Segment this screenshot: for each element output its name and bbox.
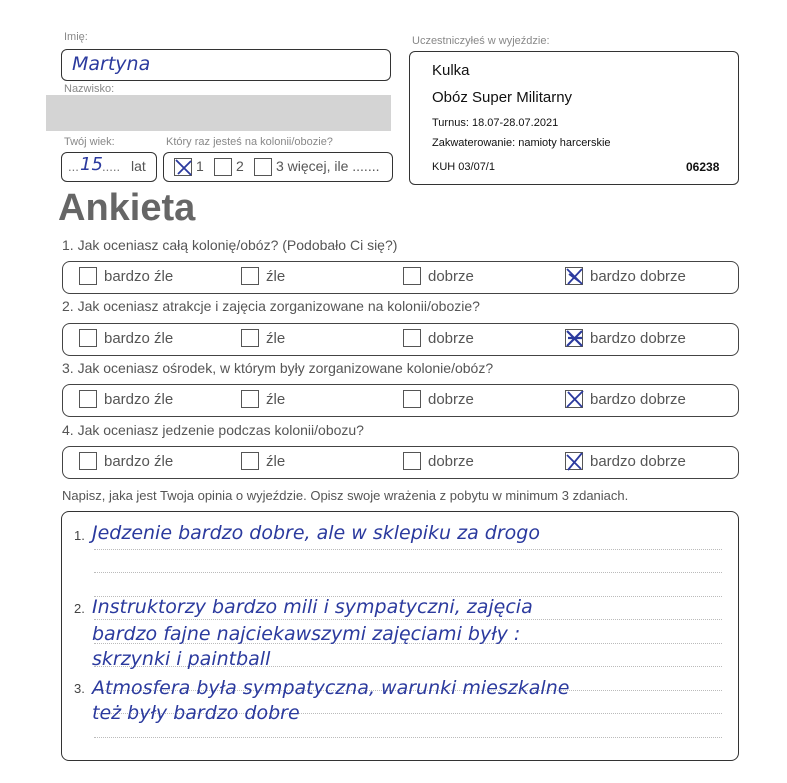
opinion-line-4: skrzynki i paintball: [92, 648, 271, 670]
option-label: źle: [266, 391, 286, 408]
age-suffix: lat: [131, 158, 146, 174]
trip-card: [409, 51, 739, 185]
checkbox-bardzo-dobrze-1[interactable]: [565, 267, 583, 285]
visit-field: [163, 152, 393, 182]
option-label: bardzo źle: [104, 453, 174, 470]
checkbox-zle-4[interactable]: [241, 452, 259, 470]
question-3: 3. Jak oceniasz ośrodek, w którym były zorganizowane kolonie/obóz?: [62, 360, 494, 376]
answer-row-2: [62, 323, 739, 356]
option-label: dobrze: [428, 268, 474, 285]
visit-checkbox-3[interactable]: [254, 158, 272, 176]
checkbox-bardzo-zle-3[interactable]: [79, 390, 97, 408]
check-mark-icon: [566, 330, 584, 348]
opinion-line-5: Atmosfera była sympatyczna, warunki mieszkalne: [92, 677, 570, 699]
age-dots-left: ...: [68, 159, 79, 174]
trip-number: 06238: [686, 160, 720, 174]
visit-checkbox-2[interactable]: [214, 158, 232, 176]
turnus-label: Turnus:: [432, 117, 469, 129]
ruled-line: [94, 737, 722, 738]
option-label: bardzo dobrze: [590, 268, 686, 285]
option-label: dobrze: [428, 453, 474, 470]
checkbox-bardzo-dobrze-3[interactable]: [565, 390, 583, 408]
check-mark-icon: [175, 159, 193, 177]
checkbox-bardzo-dobrze-4[interactable]: [565, 452, 583, 470]
trip-label: Uczestniczyłeś w wyjeździe:: [412, 35, 550, 47]
check-mark-icon: [566, 391, 584, 409]
trip-code: KUH 03/07/1: [432, 161, 495, 173]
checkbox-dobrze-2[interactable]: [403, 329, 421, 347]
check-mark-icon: [566, 453, 584, 471]
option-label: źle: [266, 268, 286, 285]
checkbox-dobrze-1[interactable]: [403, 267, 421, 285]
ruled-line: [94, 619, 722, 620]
opinion-line-2: Instruktorzy bardzo mili i sympatyczni, zajęcia: [92, 596, 533, 618]
trip-organizer: Kulka: [432, 62, 470, 79]
option-label: bardzo źle: [104, 268, 174, 285]
option-label: dobrze: [428, 391, 474, 408]
option-label: bardzo dobrze: [590, 330, 686, 347]
checkbox-zle-1[interactable]: [241, 267, 259, 285]
opinion-number-2: 2.: [74, 601, 85, 616]
visit-checkbox-1[interactable]: [174, 158, 192, 176]
checkbox-bardzo-dobrze-2[interactable]: [565, 329, 583, 347]
option-label: dobrze: [428, 330, 474, 347]
checkbox-bardzo-zle-1[interactable]: [79, 267, 97, 285]
checkbox-bardzo-zle-4[interactable]: [79, 452, 97, 470]
opinion-line-1: Jedzenie bardzo dobre, ale w sklepiku za drogo: [92, 522, 540, 544]
checkbox-bardzo-zle-2[interactable]: [79, 329, 97, 347]
answer-row-1: [62, 261, 739, 294]
ruled-line: [94, 549, 722, 550]
answer-row-4: [62, 446, 739, 479]
accommodation-label: Zakwaterowanie:: [432, 137, 516, 149]
visit-option-3: 3 więcej, ile .......: [276, 158, 380, 174]
checkbox-zle-2[interactable]: [241, 329, 259, 347]
ruled-line: [94, 572, 722, 573]
turnus-value: 18.07-28.07.2021: [471, 117, 559, 129]
option-label: bardzo źle: [104, 391, 174, 408]
question-2: 2. Jak oceniasz atrakcje i zajęcia zorganizowane na kolonii/obozie?: [62, 298, 480, 314]
age-field[interactable]: [61, 152, 157, 182]
name-value: Martyna: [72, 53, 151, 75]
question-1: 1. Jak oceniasz całą kolonię/obóz? (Podobało Ci się?): [62, 237, 398, 253]
surname-label: Nazwisko:: [64, 83, 115, 95]
age-value: 15: [80, 154, 103, 175]
trip-camp-name: Obóz Super Militarny: [432, 89, 573, 106]
surname-redaction: [46, 95, 391, 131]
opinion-number-3: 3.: [74, 681, 85, 696]
option-label: bardzo źle: [104, 330, 174, 347]
answer-row-3: [62, 384, 739, 417]
option-label: bardzo dobrze: [590, 453, 686, 470]
visit-option-2: 2: [236, 158, 244, 174]
option-label: źle: [266, 330, 286, 347]
checkbox-dobrze-3[interactable]: [403, 390, 421, 408]
opinion-prompt: Napisz, jaka jest Twoja opinia o wyjeździe. Opisz swoje wrażenia z pobytu w minimum 3 zdaniach.: [62, 488, 629, 503]
option-label: bardzo dobrze: [590, 391, 686, 408]
survey-title: Ankieta: [58, 187, 196, 229]
question-4: 4. Jak oceniasz jedzenie podczas kolonii/obozu?: [62, 422, 364, 438]
option-label: źle: [266, 453, 286, 470]
opinion-line-6: też były bardzo dobre: [92, 702, 300, 724]
visit-label: Który raz jesteś na kolonii/obozie?: [166, 136, 333, 148]
age-dots-right: .....: [102, 159, 121, 174]
checkbox-zle-3[interactable]: [241, 390, 259, 408]
name-label: Imię:: [64, 31, 88, 43]
opinion-line-3: bardzo fajne najciekawszymi zajęciami były :: [92, 623, 521, 645]
opinion-number-1: 1.: [74, 528, 85, 543]
age-label: Twój wiek:: [64, 136, 115, 148]
checkbox-dobrze-4[interactable]: [403, 452, 421, 470]
name-field[interactable]: [61, 49, 391, 81]
check-mark-icon: [566, 268, 584, 286]
accommodation-value: namioty harcerskie: [518, 137, 611, 149]
visit-option-1: 1: [196, 158, 204, 174]
